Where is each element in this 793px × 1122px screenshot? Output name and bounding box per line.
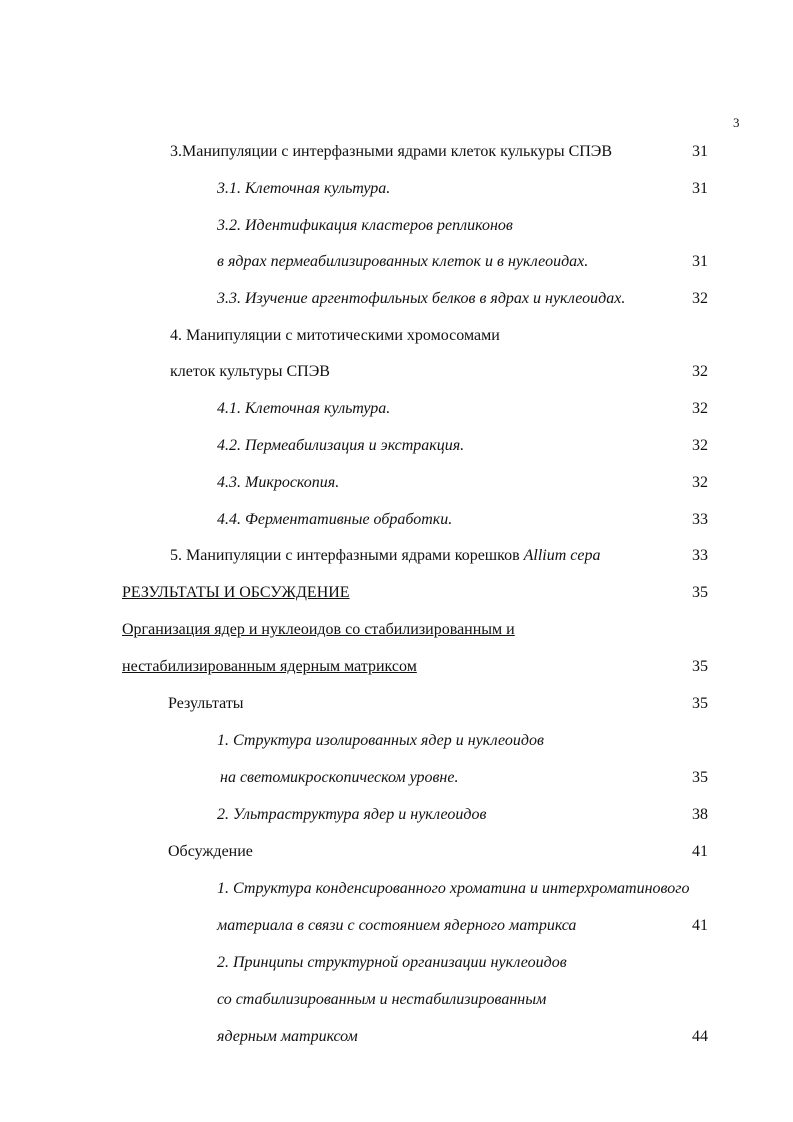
toc-entry-page: 32 xyxy=(692,290,708,307)
toc-entry-page: 35 xyxy=(692,584,708,601)
toc-entry-text: 3.1. Клеточная культура. xyxy=(217,180,391,197)
toc-entry-text: Результаты xyxy=(168,695,244,712)
toc-entry-text: со стабилизированным и нестабилизированным xyxy=(217,991,547,1008)
toc-entry-text: 3.Манипуляции с интерфазными ядрами клеток кулькуры СПЭВ xyxy=(170,143,613,160)
toc-entry-page: 31 xyxy=(692,253,708,270)
toc-entry-page: 32 xyxy=(692,363,708,380)
toc-entry-page: 32 xyxy=(692,400,708,417)
toc-chapter-title: нестабилизированным ядерным матриксом xyxy=(122,658,417,675)
toc-section-heading: РЕЗУЛЬТАТЫ И ОБСУЖДЕНИЕ xyxy=(122,584,350,601)
toc-entry-page: 41 xyxy=(692,843,708,860)
toc-entry-text: 3.2. Идентификация кластеров репликонов xyxy=(217,217,513,234)
toc-entry-text: на светомикроскопическом уровне. xyxy=(220,769,459,786)
toc-entry-page: 31 xyxy=(692,180,708,197)
toc-entry-text: клеток культуры СПЭВ xyxy=(170,363,330,380)
toc-entry-text: 4.4. Ферментативные обработки. xyxy=(217,511,453,528)
toc-entry-text: в ядрах пермеабилизированных клеток и в нуклеоидах. xyxy=(217,253,589,270)
toc-entry-text: 3.3. Изучение аргентофильных белков в ядрах и нуклеоидах. xyxy=(217,290,626,307)
toc-entry-species: Allium cepa xyxy=(523,547,601,564)
toc-entry-text: 4.2. Пермеабилизация и экстракция. xyxy=(217,437,465,454)
toc-entry-text: 4.3. Микроскопия. xyxy=(217,474,340,491)
toc-entry-page: 41 xyxy=(692,917,708,934)
toc-chapter-title: Организация ядер и нуклеоидов со стабилизированным и xyxy=(122,621,515,638)
toc-entry-page: 44 xyxy=(692,1028,708,1045)
toc-entry-main: 5. Манипуляции с интерфазными ядрами корешков xyxy=(170,547,524,564)
toc-entry-text: 2. Ультраструктура ядер и нуклеоидов xyxy=(217,806,487,823)
page-number: 3 xyxy=(733,115,740,130)
toc-entry-page: 35 xyxy=(692,695,708,712)
toc-entry-text: материала в связи с состоянием ядерного матрикса xyxy=(217,917,577,934)
toc-entry-page: 38 xyxy=(692,806,708,823)
toc-entry-page: 35 xyxy=(692,769,708,786)
toc-entry-text: 2. Принципы структурной организации нуклеоидов xyxy=(217,954,567,971)
toc-entry-text: 1. Структура изолированных ядер и нуклеоидов xyxy=(217,732,544,749)
toc-entry-text: Обсуждение xyxy=(168,843,253,860)
toc-entry-page: 32 xyxy=(692,437,708,454)
toc-entry-text xyxy=(170,546,601,566)
toc-entry-page: 35 xyxy=(692,658,708,675)
toc-entry-text: 4.1. Клеточная культура. xyxy=(217,400,391,417)
toc-entry-text: 4. Манипуляции с митотическими хромосомами xyxy=(170,327,500,344)
toc-entry-page: 33 xyxy=(692,511,708,528)
toc-entry-page: 31 xyxy=(692,143,708,160)
toc-entry-page: 32 xyxy=(692,474,708,491)
toc-entry-text: ядерным матриксом xyxy=(217,1028,358,1045)
toc-entry-page: 33 xyxy=(692,547,708,564)
toc-entry-text: 1. Структура конденсированного хроматина и интерхроматинового xyxy=(217,880,690,897)
